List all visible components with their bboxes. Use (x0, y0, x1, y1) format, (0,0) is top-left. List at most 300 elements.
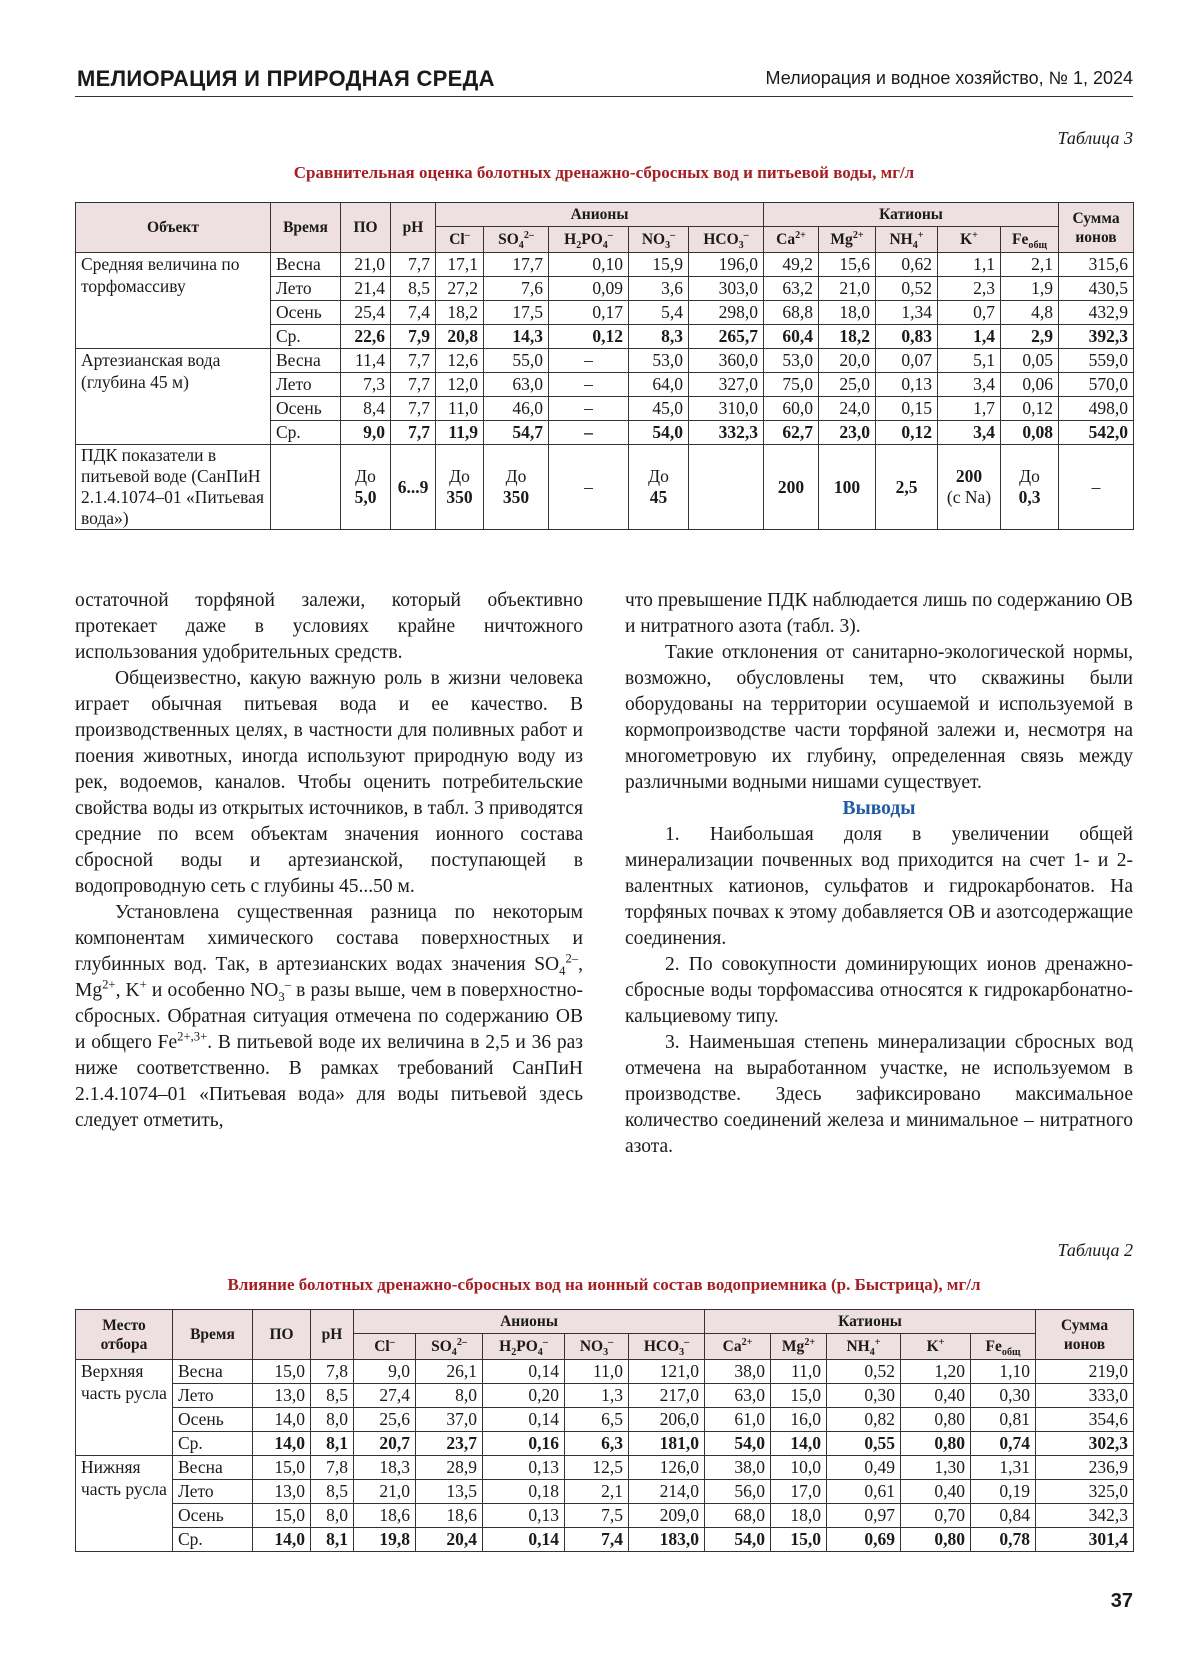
value-cell: 302,3 (1036, 1432, 1134, 1456)
pdk-sum: – (1059, 445, 1134, 530)
pdk-nh4: 2,5 (876, 445, 938, 530)
value-cell: 7,8 (311, 1360, 354, 1384)
value-cell: 181,0 (629, 1432, 705, 1456)
header-fe: $Fe_{общ}$ (1001, 227, 1059, 253)
season-cell: Осень (173, 1408, 253, 1432)
value-cell: 53,0 (764, 349, 819, 373)
value-cell: 0,19 (971, 1480, 1036, 1504)
season-cell: Лето (173, 1480, 253, 1504)
value-cell: 22,6 (341, 325, 391, 349)
value-cell: 15,0 (771, 1528, 827, 1552)
header-k: K+ (938, 227, 1001, 253)
value-cell: 3,4 (938, 421, 1001, 445)
value-cell: 2,3 (938, 277, 1001, 301)
value-cell: 21,4 (341, 277, 391, 301)
value-cell: 75,0 (764, 373, 819, 397)
value-cell: 15,0 (253, 1456, 311, 1480)
object-cell: Нижняя часть русла (76, 1456, 173, 1552)
value-cell: 0,30 (971, 1384, 1036, 1408)
journal-section-title: МЕЛИОРАЦИЯ И ПРИРОДНАЯ СРЕДА (77, 66, 495, 91)
value-cell: 60,4 (764, 325, 819, 349)
value-cell: 4,8 (1001, 301, 1059, 325)
value-cell: 20,8 (436, 325, 484, 349)
paragraph: Общеизвестно, какую важную роль в жизни человека играет обычная питьевая вода и ее качество. В производственных целях, в частности для поливных работ и поения животных, иногда используют природную воду из рек, водоемов, каналов. Чтобы оценить потребительские свойства воды из открытых источников, в табл. 3 приводятся средние по всем объектам значения ионного состава сбросной воды и артезианской, поступающей в водопроводную сеть с глубины 45...50 м. (75, 668, 583, 897)
table-row (76, 1504, 1134, 1528)
table-row (76, 1528, 1134, 1552)
value-cell: 14,3 (484, 325, 549, 349)
value-cell: 7,7 (391, 349, 436, 373)
value-cell: 12,0 (436, 373, 484, 397)
header-cl: Cl– (354, 1334, 416, 1360)
value-cell: 559,0 (1059, 349, 1134, 373)
pdk-label: ПДК показатели в питьевой воде (СанПиН 2.1.4.1074–01 «Питьевая вода») (76, 445, 271, 530)
season-cell: Осень (271, 301, 341, 325)
header-so4: $SO_4^{2-}$ (484, 227, 549, 253)
value-cell: 15,0 (253, 1504, 311, 1528)
value-cell: 1,3 (565, 1384, 629, 1408)
value-cell: 13,5 (416, 1480, 483, 1504)
header-ca: $Ca^{2+}$ (764, 227, 819, 253)
value-cell: 53,0 (629, 349, 689, 373)
value-cell: 7,4 (565, 1528, 629, 1552)
value-cell: 18,0 (819, 301, 876, 325)
value-cell: 68,8 (764, 301, 819, 325)
paragraph: что превышение ПДК наблюдается лишь по содержанию ОВ и нитратного азота (табл. 3). (625, 590, 1133, 637)
value-cell: 432,9 (1059, 301, 1134, 325)
value-cell: 0,10 (549, 253, 629, 277)
value-cell: 0,14 (483, 1528, 565, 1552)
value-cell: 1,30 (901, 1456, 971, 1480)
value-cell: 0,12 (1001, 397, 1059, 421)
value-cell: 0,61 (827, 1480, 901, 1504)
journal-issue: Мелиорация и водное хозяйство, № 1, 2024 (765, 68, 1133, 88)
value-cell: 20,7 (354, 1432, 416, 1456)
value-cell: 14,0 (771, 1432, 827, 1456)
value-cell: 10,0 (771, 1456, 827, 1480)
value-cell: 1,34 (876, 301, 938, 325)
header-hco3: $HCO_3^-$ (689, 227, 764, 253)
value-cell: 3,4 (938, 373, 1001, 397)
value-cell: 1,10 (971, 1360, 1036, 1384)
season-cell: Весна (271, 253, 341, 277)
value-cell: 13,0 (253, 1384, 311, 1408)
value-cell: 23,0 (819, 421, 876, 445)
value-cell: 332,3 (689, 421, 764, 445)
value-cell: 12,6 (436, 349, 484, 373)
value-cell: 8,0 (416, 1384, 483, 1408)
value-cell: 0,80 (901, 1528, 971, 1552)
value-cell: 9,0 (341, 421, 391, 445)
text-column-left (75, 588, 583, 1134)
value-cell: 570,0 (1059, 373, 1134, 397)
paragraph: Установлена существенная разница по некоторым компонентам химического состава поверхностных и глубинных вод. Так, в артезианских водах значения $SO_4^{2-}$, $Mg^{2+}$, K+ и особенно $NO_3^-$ в разы выше, чем в поверхностно-сбросных. Обратная ситуация отмечена по содержанию ОВ и общего $Fe^{2+,3+}$. В питьевой воде их величина в 2,5 и 36 раз ниже соответственно. В рамках требований СанПиН 2.1.4.1074–01 «Питьевая вода» для воды питьевой здесь следует отметить, (75, 902, 583, 1131)
value-cell: 7,7 (391, 373, 436, 397)
value-cell: 0,52 (827, 1360, 901, 1384)
value-cell: 13,0 (253, 1480, 311, 1504)
value-cell: 315,6 (1059, 253, 1134, 277)
value-cell: 7,7 (391, 253, 436, 277)
season-cell: Ср. (173, 1432, 253, 1456)
season-cell: Осень (173, 1504, 253, 1528)
value-cell: 1,31 (971, 1456, 1036, 1480)
value-cell: 2,9 (1001, 325, 1059, 349)
value-cell: 68,0 (705, 1504, 771, 1528)
value-cell: 0,62 (876, 253, 938, 277)
value-cell: 0,55 (827, 1432, 901, 1456)
value-cell: 327,0 (689, 373, 764, 397)
value-cell: 8,5 (391, 277, 436, 301)
table-row (76, 1408, 1134, 1432)
paragraph: 3. Наименьшая степень минерализации сбросных вод отмечена на выработанном участке, не используемом в производстве. Здесь зафиксировано максимальное количество соединений железа и минимальное – нитратного азота. (625, 1032, 1133, 1157)
value-cell: 11,9 (436, 421, 484, 445)
value-cell: 0,05 (1001, 349, 1059, 373)
value-cell: 18,6 (354, 1504, 416, 1528)
value-cell: 0,09 (549, 277, 629, 301)
header-object: Объект (76, 203, 271, 253)
value-cell: 121,0 (629, 1360, 705, 1384)
value-cell: 0,49 (827, 1456, 901, 1480)
value-cell: 7,7 (391, 421, 436, 445)
table-row (76, 253, 1134, 277)
season-cell: Лето (173, 1384, 253, 1408)
season-cell: Лето (271, 277, 341, 301)
value-cell: 8,0 (311, 1408, 354, 1432)
value-cell: 19,8 (354, 1528, 416, 1552)
value-cell: 0,18 (483, 1480, 565, 1504)
header-so4: $SO_4^{2-}$ (416, 1334, 483, 1360)
pdk-ca: 200 (764, 445, 819, 530)
header-divider (75, 96, 1133, 97)
value-cell: 14,0 (253, 1408, 311, 1432)
value-cell: 54,0 (705, 1528, 771, 1552)
header-po: ПО (253, 1310, 311, 1360)
value-cell: 209,0 (629, 1504, 705, 1528)
table2 (75, 1309, 1134, 1552)
object-cell: Артезианская вода (глубина 45 м) (76, 349, 271, 445)
value-cell: 54,0 (629, 421, 689, 445)
value-cell: 7,5 (565, 1504, 629, 1528)
value-cell: 56,0 (705, 1480, 771, 1504)
value-cell: 8,0 (311, 1504, 354, 1528)
value-cell: 1,1 (938, 253, 1001, 277)
value-cell: 61,0 (705, 1408, 771, 1432)
value-cell: 15,0 (771, 1384, 827, 1408)
section-heading-conclusions: Выводы (842, 798, 916, 819)
header-sum: Сумма ионов (1059, 203, 1134, 253)
season-cell: Весна (173, 1456, 253, 1480)
value-cell: 21,0 (341, 253, 391, 277)
value-cell: 62,7 (764, 421, 819, 445)
value-cell: 265,7 (689, 325, 764, 349)
value-cell: 24,0 (819, 397, 876, 421)
table-row (76, 1432, 1134, 1456)
header-mg: $Mg^{2+}$ (819, 227, 876, 253)
header-no3: $NO_3^-$ (565, 1334, 629, 1360)
page-number: 37 (1110, 1590, 1133, 1612)
value-cell: 0,17 (549, 301, 629, 325)
value-cell: 0,82 (827, 1408, 901, 1432)
value-cell: 342,3 (1036, 1504, 1134, 1528)
header-time: Время (173, 1310, 253, 1360)
value-cell: 28,9 (416, 1456, 483, 1480)
header-ph: pH (391, 203, 436, 253)
value-cell: 5,1 (938, 349, 1001, 373)
value-cell: 27,2 (436, 277, 484, 301)
value-cell: 236,9 (1036, 1456, 1134, 1480)
value-cell: 0,13 (483, 1504, 565, 1528)
value-cell: 430,5 (1059, 277, 1134, 301)
value-cell: 18,2 (819, 325, 876, 349)
value-cell: 301,4 (1036, 1528, 1134, 1552)
value-cell: 25,6 (354, 1408, 416, 1432)
value-cell: 38,0 (705, 1360, 771, 1384)
value-cell: 18,2 (436, 301, 484, 325)
value-cell: 0,13 (876, 373, 938, 397)
value-cell: 217,0 (629, 1384, 705, 1408)
pdk-mg: 100 (819, 445, 876, 530)
season-cell: Весна (271, 349, 341, 373)
pdk-no3: До 45 (629, 445, 689, 530)
text-column-right (625, 588, 1133, 1160)
table-row (76, 1360, 1134, 1384)
value-cell: 64,0 (629, 373, 689, 397)
value-cell: 21,0 (819, 277, 876, 301)
value-cell: 1,7 (938, 397, 1001, 421)
value-cell: 60,0 (764, 397, 819, 421)
header-time: Время (271, 203, 341, 253)
table3 (75, 202, 1134, 530)
header-h2po4: $H_2PO_4^-$ (483, 1334, 565, 1360)
value-cell: 15,0 (253, 1360, 311, 1384)
header-fe: $Fe_{общ}$ (971, 1334, 1036, 1360)
value-cell: 354,6 (1036, 1408, 1134, 1432)
value-cell: 392,3 (1059, 325, 1134, 349)
value-cell: 8,5 (311, 1384, 354, 1408)
season-cell: Ср. (173, 1528, 253, 1552)
value-cell: 45,0 (629, 397, 689, 421)
value-cell: 17,1 (436, 253, 484, 277)
header-ph: pH (311, 1310, 354, 1360)
table2-label: Таблица 2 (1057, 1240, 1133, 1260)
value-cell: 7,4 (391, 301, 436, 325)
value-cell: 20,4 (416, 1528, 483, 1552)
value-cell: 310,0 (689, 397, 764, 421)
value-cell: 360,0 (689, 349, 764, 373)
value-cell: 0,20 (483, 1384, 565, 1408)
header-cations: Катионы (705, 1310, 1036, 1334)
value-cell: 126,0 (629, 1456, 705, 1480)
header-cations: Катионы (764, 203, 1059, 227)
pdk-so4: До 350 (484, 445, 549, 530)
header-po: ПО (341, 203, 391, 253)
value-cell: 18,3 (354, 1456, 416, 1480)
header-hco3: $HCO_3^-$ (629, 1334, 705, 1360)
value-cell: 0,80 (901, 1408, 971, 1432)
season-cell: Лето (271, 373, 341, 397)
header-ca: $Ca^{2+}$ (705, 1334, 771, 1360)
value-cell: 0,40 (901, 1480, 971, 1504)
value-cell: 219,0 (1036, 1360, 1134, 1384)
value-cell: 0,83 (876, 325, 938, 349)
paragraph: 1. Наибольшая доля в увеличении общей минерализации почвенных вод приходится на счет 1- и 2-валентных катионов, сульфатов и гидрокарбонатов. На торфяных почвах к этому добавляется ОВ и азотсодержащие соединения. (625, 824, 1133, 949)
value-cell: 0,06 (1001, 373, 1059, 397)
value-cell: 0,84 (971, 1504, 1036, 1528)
table-row (76, 1384, 1134, 1408)
value-cell: 18,0 (771, 1504, 827, 1528)
value-cell: 0,30 (827, 1384, 901, 1408)
value-cell: 27,4 (354, 1384, 416, 1408)
value-cell: 11,0 (771, 1360, 827, 1384)
value-cell: 0,07 (876, 349, 938, 373)
value-cell: – (549, 349, 629, 373)
value-cell: 0,97 (827, 1504, 901, 1528)
value-cell: 54,0 (705, 1432, 771, 1456)
value-cell: 63,0 (705, 1384, 771, 1408)
object-cell: Верхняя часть русла (76, 1360, 173, 1456)
value-cell: 0,40 (901, 1384, 971, 1408)
value-cell: 16,0 (771, 1408, 827, 1432)
value-cell: – (549, 373, 629, 397)
value-cell: 0,12 (549, 325, 629, 349)
pdk-h2po4: – (549, 445, 629, 530)
value-cell: 0,52 (876, 277, 938, 301)
value-cell: 0,81 (971, 1408, 1036, 1432)
value-cell: 6,5 (565, 1408, 629, 1432)
value-cell: 333,0 (1036, 1384, 1134, 1408)
pdk-k: 200 (с Na) (938, 445, 1001, 530)
paragraph: 2. По совокупности доминирующих ионов дренажно-сбросные воды торфомассива относятся к гидрокарбонатно-кальциевому типу. (625, 954, 1133, 1027)
paragraph: остаточной торфяной залежи, который объективно протекает даже в условиях крайне ничтожного использования удобрительных средств. (75, 590, 583, 663)
table3-title: Сравнительная оценка болотных дренажно-сбросных вод и питьевой воды, мг/л (293, 163, 915, 182)
header-place: Место отбора (76, 1310, 173, 1360)
value-cell: 18,6 (416, 1504, 483, 1528)
header-nh4: $NH_4^+$ (827, 1334, 901, 1360)
table-row (76, 1456, 1134, 1480)
value-cell: 8,1 (311, 1528, 354, 1552)
value-cell: 55,0 (484, 349, 549, 373)
header-cl: Cl– (436, 227, 484, 253)
value-cell: 8,5 (311, 1480, 354, 1504)
pdk-fe: До 0,3 (1001, 445, 1059, 530)
header-k: K+ (901, 1334, 971, 1360)
value-cell: 7,7 (391, 397, 436, 421)
value-cell: 0,15 (876, 397, 938, 421)
value-cell: 0,14 (483, 1360, 565, 1384)
value-cell: 8,4 (341, 397, 391, 421)
value-cell: 498,0 (1059, 397, 1134, 421)
value-cell: 11,0 (565, 1360, 629, 1384)
value-cell: – (549, 421, 629, 445)
value-cell: 14,0 (253, 1528, 311, 1552)
header-mg: $Mg^{2+}$ (771, 1334, 827, 1360)
table3-label: Таблица 3 (1057, 128, 1133, 148)
value-cell: 7,6 (484, 277, 549, 301)
value-cell: 14,0 (253, 1432, 311, 1456)
value-cell: 2,1 (1001, 253, 1059, 277)
value-cell: 325,0 (1036, 1480, 1134, 1504)
value-cell: 542,0 (1059, 421, 1134, 445)
header-no3: $NO_3^-$ (629, 227, 689, 253)
value-cell: 1,9 (1001, 277, 1059, 301)
value-cell: 38,0 (705, 1456, 771, 1480)
value-cell: 21,0 (354, 1480, 416, 1504)
value-cell: 37,0 (416, 1408, 483, 1432)
value-cell: 0,69 (827, 1528, 901, 1552)
season-cell: Весна (173, 1360, 253, 1384)
pdk-po: До 5,0 (341, 445, 391, 530)
season-cell: Ср. (271, 421, 341, 445)
pdk-hco3 (689, 445, 764, 530)
table-row (76, 1480, 1134, 1504)
value-cell: 12,5 (565, 1456, 629, 1480)
value-cell: 1,4 (938, 325, 1001, 349)
value-cell: 11,0 (436, 397, 484, 421)
value-cell: 23,7 (416, 1432, 483, 1456)
value-cell: 17,7 (484, 253, 549, 277)
value-cell: 7,9 (391, 325, 436, 349)
value-cell: 8,1 (311, 1432, 354, 1456)
value-cell: 0,80 (901, 1432, 971, 1456)
value-cell: 20,0 (819, 349, 876, 373)
value-cell: 63,2 (764, 277, 819, 301)
object-cell: Средняя величина по торфомассиву (76, 253, 271, 349)
pdk-ph: 6...9 (391, 445, 436, 530)
value-cell: 0,08 (1001, 421, 1059, 445)
value-cell: 0,74 (971, 1432, 1036, 1456)
value-cell: – (549, 397, 629, 421)
value-cell: 15,9 (629, 253, 689, 277)
value-cell: 206,0 (629, 1408, 705, 1432)
value-cell: 6,3 (565, 1432, 629, 1456)
value-cell: 17,0 (771, 1480, 827, 1504)
paragraph: Такие отклонения от санитарно-экологической нормы, возможно, обусловлены тем, что скважины были оборудованы на территории осушаемой и используемой в кормопроизводстве части торфяной залежи и, несмотря на многометровую их глубину, определенная связь между различными водными нишами существует. (625, 642, 1133, 793)
header-sum: Сумма ионов (1036, 1310, 1134, 1360)
value-cell: 0,78 (971, 1528, 1036, 1552)
value-cell: 0,12 (876, 421, 938, 445)
header-anions: Анионы (436, 203, 764, 227)
value-cell: 2,1 (565, 1480, 629, 1504)
value-cell: 11,4 (341, 349, 391, 373)
value-cell: 196,0 (689, 253, 764, 277)
value-cell: 46,0 (484, 397, 549, 421)
value-cell: 3,6 (629, 277, 689, 301)
value-cell: 183,0 (629, 1528, 705, 1552)
table3-pdk-row (76, 445, 1134, 530)
value-cell: 0,14 (483, 1408, 565, 1432)
value-cell: 26,1 (416, 1360, 483, 1384)
header-nh4: $NH_4^+$ (876, 227, 938, 253)
value-cell: 7,8 (311, 1456, 354, 1480)
value-cell: 5,4 (629, 301, 689, 325)
value-cell: 15,6 (819, 253, 876, 277)
season-cell: Ср. (271, 325, 341, 349)
value-cell: 25,0 (819, 373, 876, 397)
value-cell: 298,0 (689, 301, 764, 325)
table-row (76, 349, 1134, 373)
value-cell: 17,5 (484, 301, 549, 325)
table2-title: Влияние болотных дренажно-сбросных вод на ионный состав водоприемника (р. Быстрица), мг/л (227, 1275, 981, 1294)
value-cell: 63,0 (484, 373, 549, 397)
header-anions: Анионы (354, 1310, 705, 1334)
value-cell: 49,2 (764, 253, 819, 277)
value-cell: 25,4 (341, 301, 391, 325)
value-cell: 0,13 (483, 1456, 565, 1480)
season-cell: Осень (271, 397, 341, 421)
value-cell: 0,70 (901, 1504, 971, 1528)
value-cell: 1,20 (901, 1360, 971, 1384)
value-cell: 7,3 (341, 373, 391, 397)
value-cell: 54,7 (484, 421, 549, 445)
